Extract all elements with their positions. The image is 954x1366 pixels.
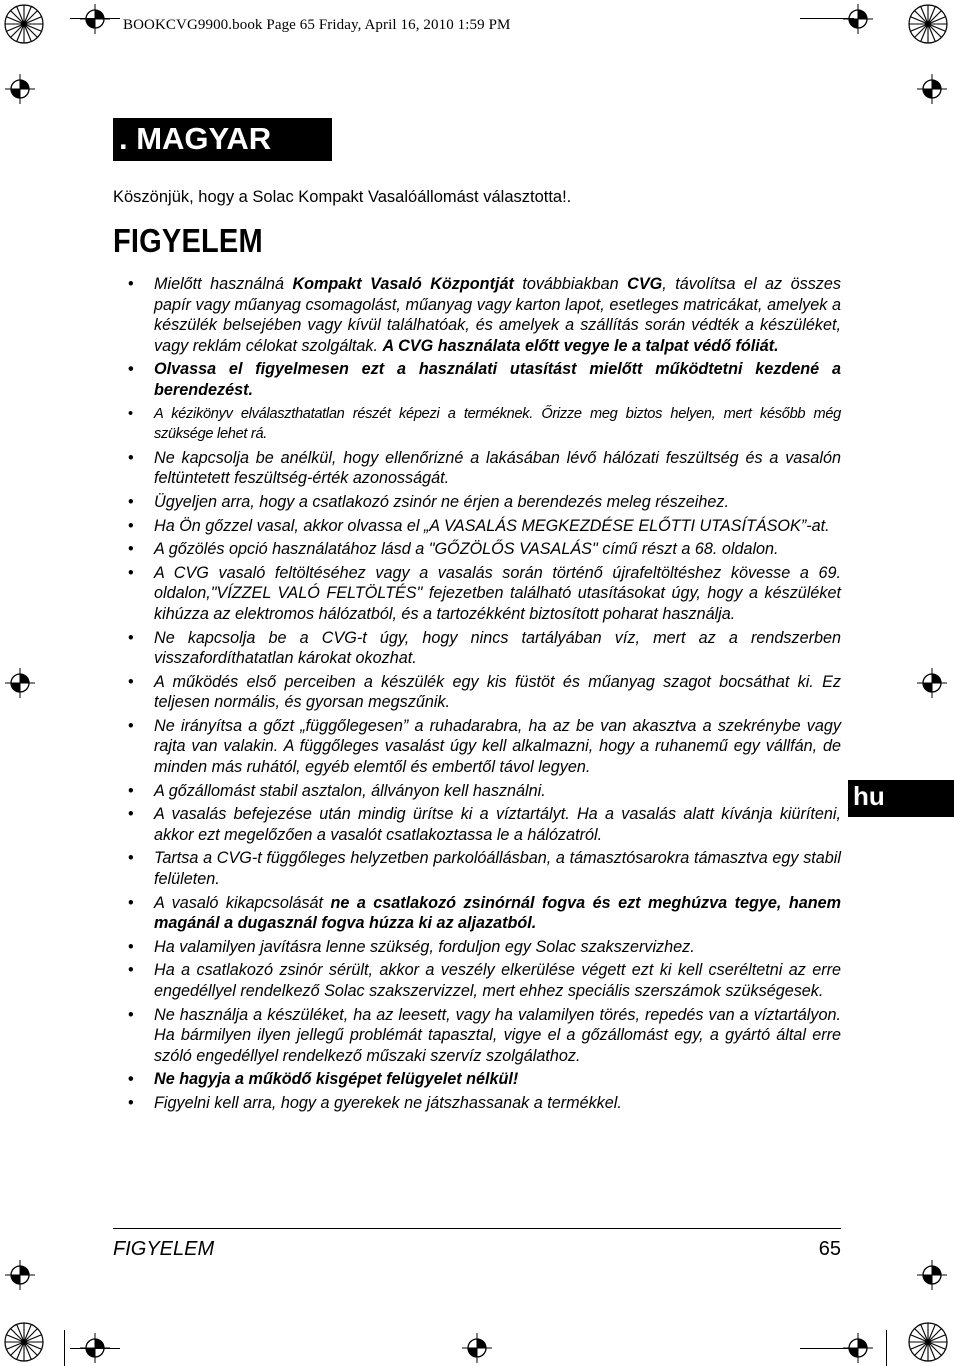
list-item: • Ha valamilyen javításra lenne szükség, forduljon egy Solac szakszervizhez. bbox=[128, 937, 841, 958]
crosshair-registration-icon bbox=[917, 1260, 947, 1290]
starburst-registration-icon bbox=[908, 1322, 948, 1362]
trim-line bbox=[886, 1330, 887, 1366]
list-item: • Ne használja a készüléket, ha az leesett, vagy ha valamilyen törés, repedés van a víztartályon. Ha bármilyen ilyen jellegű problémát tapasztal, vigye el a gőzállomást egy, a gyártó által erre szóló engedéllyel rendelkező műszaki szervíz szolgálathoz. bbox=[128, 1005, 841, 1067]
crosshair-registration-icon bbox=[843, 1333, 873, 1363]
starburst-registration-icon bbox=[908, 4, 948, 44]
footer-rule bbox=[113, 1228, 841, 1229]
language-tab: hu bbox=[848, 780, 954, 817]
page-number: 65 bbox=[818, 1238, 841, 1260]
starburst-registration-icon bbox=[4, 4, 44, 44]
list-item: • A gőzállomást stabil asztalon, állványon kell használni. bbox=[128, 781, 841, 802]
crosshair-registration-icon bbox=[80, 1333, 110, 1363]
crosshair-registration-icon bbox=[917, 668, 947, 698]
list-item: • Figyelni kell arra, hogy a gyerekek ne játszhassanak a termékkel. bbox=[128, 1093, 841, 1114]
list-item: • Ne kapcsolja be anélkül, hogy ellenőrizné a lakásában lévő hálózati feszültség és a vasalón feltüntetett feszültség-érték azonosságát. bbox=[128, 448, 841, 489]
list-item: • Olvassa el figyelmesen ezt a használati utasítást mielőtt működtetni kezdené a berendezést. bbox=[128, 359, 841, 400]
warning-list bbox=[128, 274, 841, 1117]
list-item: • A működés első perceiben a készülék egy kis füstöt és műanyag szagot bocsáthat ki. Ez teljesen normális, és gyorsan megszűnik. bbox=[128, 672, 841, 713]
list-item: • A vasalás befejezése után mindig ürítse ki a víztartályt. Ha a vasalás alatt kívánja kiüríteni, akkor ezt megelőzően a vasalót csatlakoztassa le a hálózatról. bbox=[128, 804, 841, 845]
trim-line bbox=[64, 1330, 65, 1366]
crosshair-registration-icon bbox=[5, 74, 35, 104]
footer-section-title: FIGYELEM bbox=[113, 1238, 215, 1260]
crosshair-registration-icon bbox=[5, 1260, 35, 1290]
list-item: • A gőzölés opció használatához lásd a "GŐZÖLŐS VASALÁS" című részt a 68. oldalon. bbox=[128, 539, 841, 560]
crosshair-registration-icon bbox=[5, 668, 35, 698]
list-item: • Ne hagyja a működő kisgépet felügyelet nélkül! bbox=[128, 1069, 841, 1090]
starburst-registration-icon bbox=[4, 1322, 44, 1362]
list-item: • Mielőtt használná Kompakt Vasaló Központját továbbiakban CVG, távolítsa el az összes papír vagy műanyag csomagolást, műanyag vagy karton lapot, esetleges matricákat, amelyek a készülék belsejében vagy kívül találhatóak, és amelyek a szállítás során védték a készüléket, vagy reklám célokat szolgáltak. A CVG használata előtt vegye le a talpat védő fóliát. bbox=[128, 274, 841, 356]
list-item: • Ne kapcsolja be a CVG-t úgy, hogy nincs tartályában víz, mert az a rendszerben visszafordíthatatlan károkat okozhat. bbox=[128, 628, 841, 669]
list-item: • Ha Ön gőzzel vasal, akkor olvassa el „A VASALÁS MEGKEZDÉSE ELŐTTI UTASÍTÁSOK”-at. bbox=[128, 516, 841, 537]
crosshair-registration-icon bbox=[917, 74, 947, 104]
list-item: • A CVG vasaló feltöltéséhez vagy a vasalás során történő újrafeltöltéshez kövesse a 69. oldalon,"VÍZZEL VALÓ FELTÖLTÉS" fejezetben található utasításokat úgy, hogy a készüléket kihúzza az elektromos hálózatból, és a tartozékként biztosított poharat használja. bbox=[128, 563, 841, 625]
crosshair-registration-icon bbox=[80, 4, 110, 34]
list-item: • Ügyeljen arra, hogy a csatlakozó zsinór ne érjen a berendezés meleg részeihez. bbox=[128, 492, 841, 513]
crosshair-registration-icon bbox=[462, 1333, 492, 1363]
list-item: • Tartsa a CVG-t függőleges helyzetben parkolóállásban, a támasztósarokra támasztva egy stabil felületen. bbox=[128, 848, 841, 889]
intro-text: Köszönjük, hogy a Solac Kompakt Vasalóállomást választotta!. bbox=[113, 188, 572, 206]
crosshair-registration-icon bbox=[843, 4, 873, 34]
list-item: • Ne irányítsa a gőzt „függőlegesen” a ruhadarabra, ha az be van akasztva a szekrénybe vagy rajta van valakin. A függőleges vasalást úgy kell alkalmazni, hogy a ruhanemű egy vállfán, de minden más ruhától, egyéb elemtől és embertől távol legyen. bbox=[128, 716, 841, 778]
print-header: BOOKCVG9900.book Page 65 Friday, April 16, 2010 1:59 PM bbox=[123, 17, 511, 33]
list-item: • Ha a csatlakozó zsinór sérült, akkor a veszély elkerülése végett ezt ki kell cseréltetni az erre engedéllyel rendelkező Solac szakszervizzel, mert ehhez speciális szerszámok szükségesek. bbox=[128, 960, 841, 1001]
language-banner: . MAGYAR bbox=[113, 118, 332, 161]
list-item: • A vasaló kikapcsolását ne a csatlakozó zsinórnál fogva és ezt meghúzva tegye, hanem magánál a dugasznál fogva húzza ki az aljazatból. bbox=[128, 893, 841, 934]
section-title: FIGYELEM bbox=[113, 222, 263, 259]
list-item: • A kézikönyv elválaszthatatlan részét képezi a terméknek. Őrizze meg biztos helyen, mert később még szüksége lehet rá. bbox=[128, 404, 841, 445]
